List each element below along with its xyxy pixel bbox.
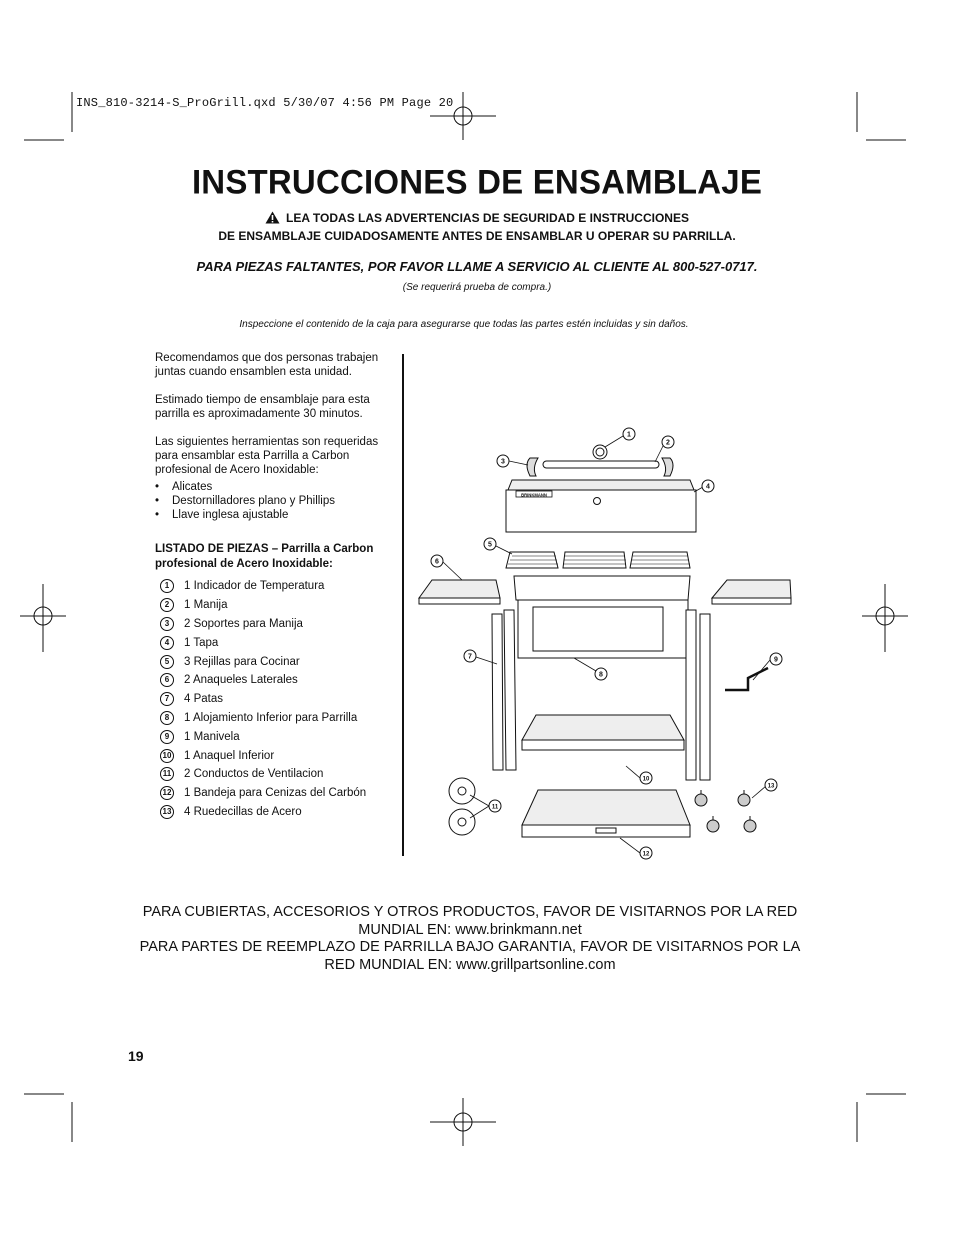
part-number-badge: 5 bbox=[160, 655, 174, 669]
tools-list bbox=[155, 480, 380, 522]
part-number-badge: 12 bbox=[160, 786, 174, 800]
warning-line-2: DE ENSAMBLAJE CUIDADOSAMENTE ANTES DE ENSAMBLAR U OPERAR SU PARRILLA. bbox=[218, 229, 736, 243]
parts-list-item bbox=[155, 690, 380, 709]
callout-badge bbox=[702, 480, 714, 492]
parts-list-item bbox=[155, 596, 380, 615]
part-label: 1 Bandeja para Cenizas del Carbón bbox=[184, 787, 367, 800]
parts-list bbox=[155, 577, 380, 821]
missing-parts-notice: PARA PIEZAS FALTANTES, POR FAVOR LLAME A SERVICIO AL CLIENTE AL 800-527-0717. bbox=[196, 259, 758, 274]
part-label: 1 Manija bbox=[184, 599, 228, 612]
part-number-badge: 7 bbox=[160, 692, 174, 706]
warning-triangle-icon bbox=[265, 211, 280, 224]
part-number-badge: 2 bbox=[160, 598, 174, 612]
caster-part bbox=[695, 790, 756, 832]
parts-list-item bbox=[155, 671, 380, 690]
part-label: 1 Alojamiento Inferior para Parrilla bbox=[184, 711, 358, 724]
parts-list-title: LISTADO DE PIEZAS – Parrilla a Carbon profesional de Acero Inoxidable: bbox=[155, 543, 374, 570]
svg-text:6: 6 bbox=[435, 558, 439, 566]
svg-text:13: 13 bbox=[767, 783, 775, 790]
callout-badge bbox=[640, 772, 652, 784]
website-footer bbox=[100, 904, 840, 974]
callout-badge bbox=[484, 538, 496, 550]
callout-badge bbox=[640, 847, 652, 859]
column-divider bbox=[402, 354, 404, 856]
parts-list-item bbox=[155, 652, 380, 671]
assembly-info-column bbox=[155, 351, 380, 821]
warning-line-1: LEA TODAS LAS ADVERTENCIAS DE SEGURIDAD E INSTRUCCIONES bbox=[286, 211, 689, 225]
part-label: 1 Manivela bbox=[184, 730, 240, 743]
part-number-badge: 3 bbox=[160, 617, 174, 631]
callout-badge bbox=[765, 779, 777, 791]
svg-text:7: 7 bbox=[468, 653, 472, 661]
svg-text:11: 11 bbox=[491, 804, 499, 811]
inspect-contents-note: Inspeccione el contenido de la caja para asegurarse que todas las partes estén incluidas y sin daños. bbox=[239, 319, 689, 330]
parts-list-item bbox=[155, 727, 380, 746]
bottom-shelf-part bbox=[522, 715, 684, 750]
callout-badge bbox=[595, 668, 607, 680]
vent-part bbox=[449, 778, 475, 835]
svg-text:12: 12 bbox=[642, 851, 650, 858]
page-number: 19 bbox=[128, 1048, 144, 1064]
parts-list-item bbox=[155, 746, 380, 765]
part-label: 2 Conductos de Ventilacion bbox=[184, 768, 324, 781]
assembly-time-note: Estimado tiempo de ensamblaje para esta parrilla es aproximadamente 30 minutos. bbox=[155, 394, 370, 420]
accessories-line-1: PARA CUBIERTAS, ACCESORIOS Y OTROS PRODUCTOS, FAVOR DE VISITARNOS POR LA RED bbox=[142, 904, 798, 920]
callout-badge bbox=[770, 653, 782, 665]
parts-list-item bbox=[155, 709, 380, 728]
svg-text:10: 10 bbox=[642, 776, 650, 783]
file-slug: INS_810-3214-S_ProGrill.qxd 5/30/07 4:56 PM Page 20 bbox=[76, 96, 454, 110]
lid-part bbox=[506, 480, 696, 532]
svg-text:5: 5 bbox=[488, 541, 492, 549]
svg-text:4: 4 bbox=[706, 483, 710, 491]
safety-warning bbox=[160, 209, 794, 245]
callout-badge bbox=[497, 455, 509, 467]
parts-list-item bbox=[155, 803, 380, 822]
accessories-line-2: MUNDIAL EN: www.brinkmann.net bbox=[358, 921, 582, 938]
crank-part bbox=[725, 668, 768, 690]
part-number-badge: 9 bbox=[160, 730, 174, 744]
part-number-badge: 8 bbox=[160, 711, 174, 725]
tool-item: • Alicates bbox=[155, 480, 380, 494]
svg-text:3: 3 bbox=[501, 458, 505, 466]
part-number-badge: 11 bbox=[160, 767, 174, 781]
part-label: 2 Anaqueles Laterales bbox=[184, 674, 298, 687]
part-label: 2 Soportes para Manija bbox=[184, 617, 303, 630]
part-label: 4 Ruedecillas de Acero bbox=[184, 805, 302, 818]
page-title: INSTRUCCIONES DE ENSAMBLAJE bbox=[191, 162, 763, 201]
warranty-line-1: PARA PARTES DE REEMPLAZO DE PARRILLA BAJO GARANTIA, FAVOR DE VISITARNOS POR LA bbox=[139, 939, 801, 955]
parts-list-item bbox=[155, 577, 380, 596]
callout-badge bbox=[464, 650, 476, 662]
part-label: 1 Indicador de Temperatura bbox=[184, 580, 325, 593]
svg-text:1: 1 bbox=[627, 431, 631, 439]
temperature-gauge-part bbox=[593, 445, 607, 459]
parts-list-item bbox=[155, 615, 380, 634]
parts-list-item bbox=[155, 784, 380, 803]
part-label: 3 Rejillas para Cocinar bbox=[184, 655, 300, 668]
part-number-badge: 10 bbox=[160, 749, 174, 763]
part-number-badge: 13 bbox=[160, 805, 174, 819]
parts-list-item bbox=[155, 633, 380, 652]
callout-badge bbox=[623, 428, 635, 440]
part-number-badge: 1 bbox=[160, 579, 174, 593]
lid-brand-label: BRINKMANN bbox=[521, 492, 547, 498]
grill-parts-diagram bbox=[410, 420, 810, 865]
part-label: 1 Tapa bbox=[184, 636, 219, 649]
svg-text:9: 9 bbox=[774, 656, 778, 664]
handle-part bbox=[543, 461, 659, 468]
warranty-line-2: RED MUNDIAL EN: www.grillpartsonline.com bbox=[324, 956, 616, 973]
part-label: 1 Anaquel Inferior bbox=[184, 749, 275, 762]
callout-badge bbox=[431, 555, 443, 567]
callout-badge bbox=[662, 436, 674, 448]
cooking-grate-part bbox=[506, 552, 690, 568]
part-label: 4 Patas bbox=[184, 693, 223, 706]
part-number-badge: 4 bbox=[160, 636, 174, 650]
callout-badge bbox=[489, 800, 501, 812]
tool-item: • Destornilladores plano y Phillips bbox=[155, 494, 380, 508]
proof-of-purchase-note: (Se requerirá prueba de compra.) bbox=[402, 282, 552, 293]
tool-item: • Llave inglesa ajustable bbox=[155, 508, 380, 522]
svg-text:8: 8 bbox=[599, 671, 603, 679]
svg-text:2: 2 bbox=[666, 439, 670, 447]
ash-pan-part bbox=[522, 790, 690, 837]
parts-list-item bbox=[155, 765, 380, 784]
part-number-badge: 6 bbox=[160, 673, 174, 687]
tools-intro: Las siguientes herramientas son requeridas para ensamblar esta Parrilla a Carbon profesional de Acero Inoxidable: bbox=[155, 436, 379, 476]
two-person-note: Recomendamos que dos personas trabajen juntas cuando ensamblen esta unidad. bbox=[155, 352, 379, 378]
bottom-housing-part bbox=[514, 576, 690, 658]
